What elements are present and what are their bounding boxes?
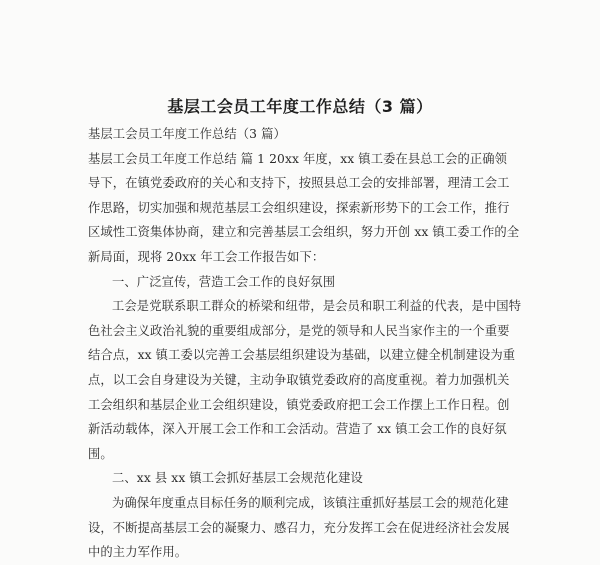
text-line: 设，不断提高基层工会的凝聚力、感召力，充分发挥工会在促进经济社会发展 bbox=[88, 520, 510, 535]
text-line: 工会组织和基层企业工会组织建设，镇党委政府把工会工作摆上工作日程。创 bbox=[88, 397, 510, 412]
text-line: 一、广泛宣传，营造工会工作的良好氛围 bbox=[112, 274, 336, 289]
text-line: 中的主力军作用。 bbox=[88, 545, 188, 560]
text-line: 二、xx 县 xx 镇工会抓好基层工会规范化建设 bbox=[112, 471, 363, 486]
text-line: 基层工会员工年度工作总结（3 篇） bbox=[88, 127, 286, 141]
text-line: 工会是党联系职工群众的桥梁和纽带，是会员和职工利益的代表，是中国特 bbox=[112, 299, 522, 314]
text-line: 作思路，切实加强和规范基层工会组织建设，探索新形势下的工会工作，推行 bbox=[88, 200, 510, 215]
text-line: 为确保年度重点目标任务的顺利完成，该镇注重抓好基层工会的规范化建 bbox=[112, 495, 509, 510]
text-line: 新活动载体，深入开展工会工作和工会活动。营造了 xx 镇工会工作的良好氛 bbox=[88, 422, 507, 437]
text-line: 新局面，现将 20xx 年工会工作报告如下： bbox=[88, 249, 325, 264]
text-line: 结合点，xx 镇工委以完善工会基层组织建设为基础，以建立健全机制建设为重 bbox=[88, 348, 516, 363]
text-line: 区域性工资集体协商，建立和完善基层工会组织，努力开创 xx 镇工委工作的全 bbox=[88, 225, 520, 240]
document-title: 基层工会员工年度工作总结（3 篇） bbox=[167, 97, 433, 116]
text-line: 围。 bbox=[88, 446, 113, 461]
text-line: 色社会主义政治礼貌的重要组成部分，是党的领导和人民当家作主的一个重要 bbox=[88, 323, 510, 338]
text-line: 导下，在镇党委政府的关心和支持下，按照县总工会的安排部署，理清工会工 bbox=[88, 176, 510, 191]
document-body bbox=[88, 122, 522, 565]
text-line: 基层工会员工年度工作总结 篇 1 20xx 年度，xx 镇工委在县总工会的正确领 bbox=[88, 151, 508, 166]
text-line: 点，以工会自身建设为关键，主动争取镇党委政府的高度重视。着力加强机关 bbox=[88, 372, 510, 387]
